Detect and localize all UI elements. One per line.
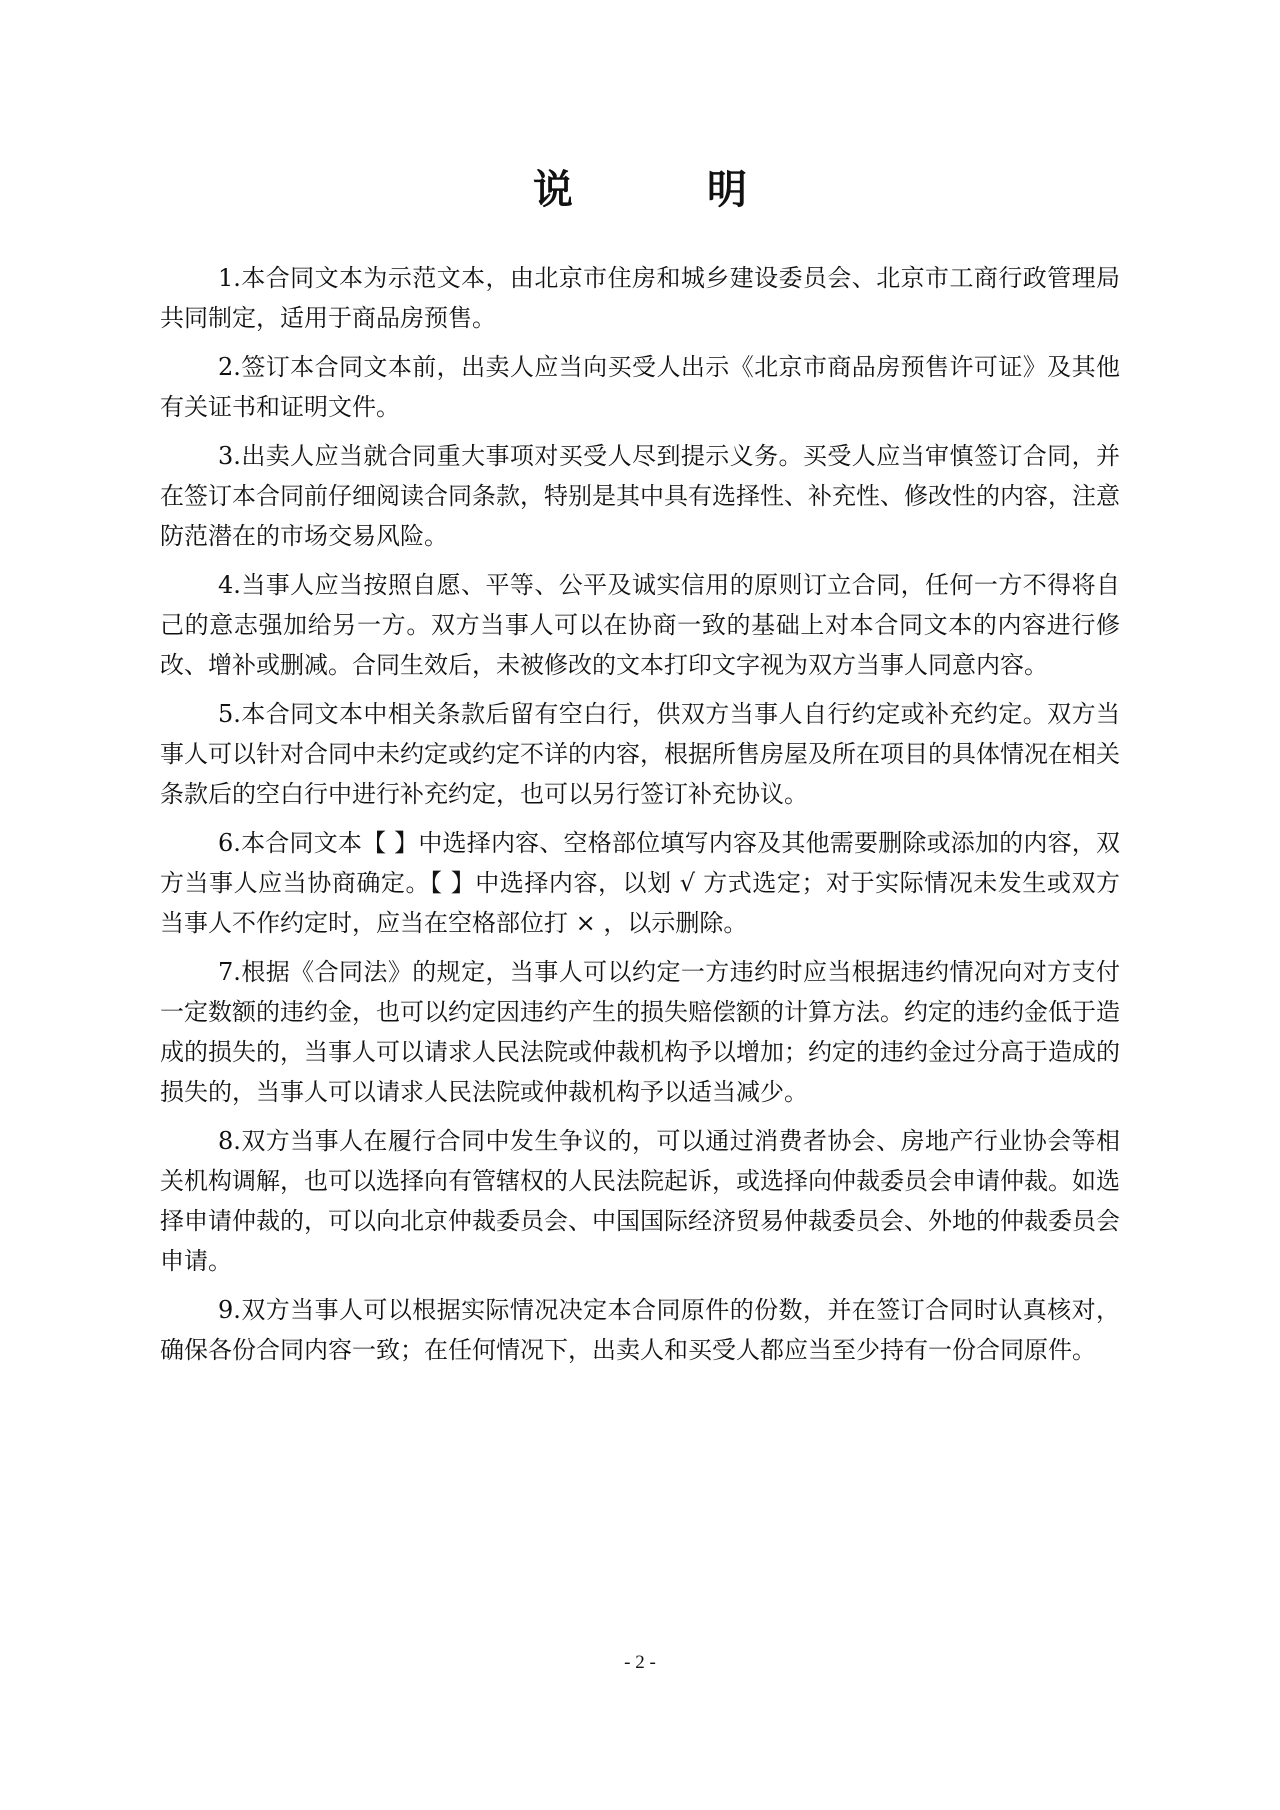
document-body (160, 258, 1120, 1379)
page-title: 说 明 (533, 167, 807, 213)
paragraph-8: 8.双方当事人在履行合同中发生争议的，可以通过消费者协会、房地产行业协会等相关机构调解，也可以选择向有管辖权的人民法院起诉，或选择向仲裁委员会申请仲裁。如选择申请仲裁的，可以向北京仲裁委员会、中国国际经济贸易仲裁委员会、外地的仲裁委员会申请。 (160, 1127, 1120, 1275)
page-number: - 2 - (624, 1652, 656, 1673)
paragraph-4: 4.当事人应当按照自愿、平等、公平及诚实信用的原则订立合同，任何一方不得将自己的意志强加给另一方。双方当事人可以在协商一致的基础上对本合同文本的内容进行修改、增补或删减。合同生效后，未被修改的文本打印文字视为双方当事人同意内容。 (160, 571, 1120, 679)
paragraph-1: 1.本合同文本为示范文本，由北京市住房和城乡建设委员会、北京市工商行政管理局共同制定，适用于商品房预售。 (160, 264, 1120, 332)
paragraph-6: 6.本合同文本【 】中选择内容、空格部位填写内容及其他需要删除或添加的内容，双方当事人应当协商确定。【 】中选择内容，以划 √ 方式选定；对于实际情况未发生或双方当事人不作约定时，应当在空格部位打 × ，以示删除。 (160, 829, 1120, 937)
paragraph-5: 5.本合同文本中相关条款后留有空白行，供双方当事人自行约定或补充约定。双方当事人可以针对合同中未约定或约定不详的内容，根据所售房屋及所在项目的具体情况在相关条款后的空白行中进行补充约定，也可以另行签订补充协议。 (160, 700, 1120, 808)
paragraph-2: 2.签订本合同文本前，出卖人应当向买受人出示《北京市商品房预售许可证》及其他有关证书和证明文件。 (160, 353, 1120, 421)
paragraph-9: 9.双方当事人可以根据实际情况决定本合同原件的份数，并在签订合同时认真核对，确保各份合同内容一致；在任何情况下，出卖人和买受人都应当至少持有一份合同原件。 (160, 1296, 1120, 1364)
paragraph-7: 7.根据《合同法》的规定，当事人可以约定一方违约时应当根据违约情况向对方支付一定数额的违约金，也可以约定因违约产生的损失赔偿额的计算方法。约定的违约金低于造成的损失的，当事人可以请求人民法院或仲裁机构予以增加；约定的违约金过分高于造成的损失的，当事人可以请求人民法院或仲裁机构予以适当减少。 (160, 958, 1120, 1106)
paragraph-3: 3.出卖人应当就合同重大事项对买受人尽到提示义务。买受人应当审慎签订合同，并在签订本合同前仔细阅读合同条款，特别是其中具有选择性、补充性、修改性的内容，注意防范潜在的市场交易风险。 (160, 442, 1120, 550)
